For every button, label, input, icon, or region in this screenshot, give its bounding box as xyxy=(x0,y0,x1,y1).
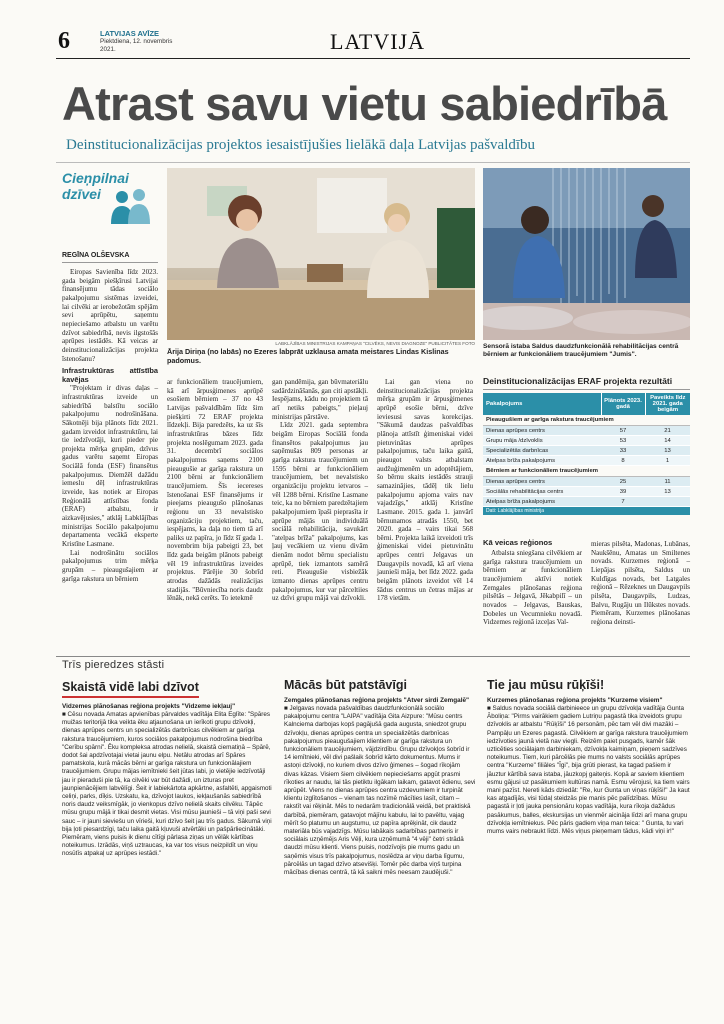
column-2 xyxy=(167,378,263,603)
col4-paragraph-1: Lai gan viena no deinstitucionalizācijas projekta mērķa grupām ir ārpusģimenes aprūpē esošie bērni, dzīve ieviesusi savas korekcijas. "Sākumā daudzas pašvaldības plānoja attīstīt ģimeniskai videi pietuvinātas aprūpes pakalpojumus, taču laika gaitā, pieaugot valsts atbalstam audžuģimenēm un adoptētājiem, šo bērnu skaits iestādēs strauji samazinājies, tādēļ tik lielu pakalpojumu apjoma vairs nav vajadzīgs," atklāj Kristīne Lasmane. 2015. gada 1. janvārī bērnunamos atradās 1550, bet 2020. gada – vairs tikai 568 bērni. Projekta laikā izveidoti trīs ģimeniskai videi pietuvinātu aprūpes centri Jelgavas un Daugavpils novadā, kā arī viena jaunieši māja, bet līdz 2022. gada beigām plānots izveidot vēl 14 šādus centrus un četras mājas ar 178 vietām. xyxy=(377,378,473,603)
rubric xyxy=(62,170,158,232)
page-number: 6 xyxy=(58,28,70,54)
table-cell-done: 11 xyxy=(645,477,690,487)
column-3 xyxy=(272,378,368,603)
story1-project: Vidzemes plānošanas reģiona projekts "Vidzeme iekļauj" xyxy=(62,703,236,710)
photo-workshop xyxy=(167,168,475,340)
stories-rule xyxy=(56,656,690,657)
section-title: LATVIJĀ xyxy=(330,29,425,54)
author: REGĪNA OLŠEVSKA xyxy=(62,252,130,259)
story2-title: Mācās būt patstāvīgi xyxy=(284,678,407,692)
table-row xyxy=(483,477,690,487)
deck: Deinstitucionalizācijas projektos iesaistījušies lielākā daļa Latvijas pašvaldību xyxy=(66,137,536,153)
story2-project: Zemgales plānošanas reģiona projekts "Atver sirdi Zemgalē" xyxy=(284,697,470,704)
table-cell-service: Dienas aprūpes centrs xyxy=(483,477,601,487)
rubric-line-1: Cieņpilnai xyxy=(62,170,129,186)
table-body xyxy=(483,415,690,507)
regions-left-text: Atbalsta sniegšana cilvēkiem ar garīga rakstura traucējumiem un bērniem ar funkcionāliem traucējumiem aktīvi notiek Zemgales plānošanas reģiona pilsētās – Jelgavā, Jēkabpilī – un novados – Jelgavas, Bauskas, Dobeles un Vecumnieku novadā. Vidzemes reģionā izceļas Val- xyxy=(483,549,582,627)
sensory-room-illustration xyxy=(483,168,690,340)
table-cell-done: 13 xyxy=(645,487,690,497)
table-row xyxy=(483,456,690,466)
story-2 xyxy=(284,678,476,877)
paper-name: LATVIJAS AVĪZE xyxy=(100,29,160,38)
story2-body xyxy=(284,705,476,877)
regions-right-text: mieras pilsēta, Madonas, Lubānas, Naukšēnu, Amatas un Smiltenes novads. Kurzemes reģionā – Liepājas pilsēta, Saldus un Kuldīgas novads, bet Latgales reģionā – Rēzeknes un Daugavpils pilsēta, Daugavpils, Ludzas, Balvu, Rugāju un Ilūkstes novads. Piemēram, Kurzemes plānošanas reģiona deinsti- xyxy=(591,540,690,626)
column-4 xyxy=(377,378,473,603)
story-3 xyxy=(487,678,690,836)
th-service: Pakalpojums xyxy=(483,393,601,415)
table-cell-done: 21 xyxy=(645,426,690,436)
table-cell-planned: 7 xyxy=(601,497,645,507)
stories-label: Trīs pieredzes stāsti xyxy=(62,659,165,671)
regions-col-right xyxy=(591,540,690,627)
subhead-regions: Kā veicas reģionos xyxy=(483,538,553,547)
table-title: Deinstitucionalizācijas ERAF projekta rezultāti xyxy=(483,376,690,390)
table-cell-planned: 57 xyxy=(601,426,645,436)
table-cell-service: Specializētās darbnīcas xyxy=(483,446,601,456)
col3-paragraph-1: gan pandēmija, gan būvmateriālu sadārdzināšanās, gan citi apstākļi. Iespējams, kādu no projektiem tā arī netiks pabeigts," pieļauj ministrijas pārstāve. xyxy=(272,378,368,421)
story2-text: ■ Jelgavas novada pašvaldības daudzfunkcionālā sociālo pakalpojumu centra "LAIPA" vadītāja Gita Aizpure: "Mūsu centrs Kalnciema darbojas kopš pagājušā gada augusta, sniedzot grupu dzīvokļu, dienas aprūpes centra un specializētās darbnīcas pakalpojumus pieaugušajiem klientiem ar garīga rakstura un funkcionāliem traucējumiem, vājdzirdību. Grupu dzīvokļos šobrīd ir 14 iemītnieki, vēl divi pašlaik šobrīd kārto dokumentus. Mums ir astoņi dzīvokļi, no kuriem divos dzīvo ģimenes – šogad rīkojām divas kāzas. Visiem šiem cilvēkiem nepieciešams apgūt prasmi rīkoties ar naudu, lai tās pietiktu ilgākam laikam, gatavot ēdienu, sevi aprūpēt. Viens no dienas aprūpes centra uzdevumiem ir turpināt klientu izglītošanos – vienam tas nozīmē mācīties lasīt, citam – rakstīt vai rēķināt. Mēs to nedarām tradicionālā veidā, bet praktiskā darbībā, piemēram, gatavojot mājīnu kabulu, lai to pavēltu, vajag mērīt šo platumu un augstumu, uz papīra aprēķināt, cik daudz materiāla būs vajadzīgs. Mūsu labākais sadarbības partneris ir sociālais uzņēmējs Aris Vēļi, kura uzņēmumā "4 vēji" četri strādā daudzi mūsu klienti. Viens puisis, nodzīvojis pie mums gadu un saņēmis visus trīs pakalpojumus, noslēdza ar viņu darba līgumu, pārcēlās un tagad dzīvo atsevišķi. Tomēr pēc darba viņš turpina mācības dienas centrā, tā kā saikni mēs neesam zaudējuši." xyxy=(284,705,476,877)
year: 2021. xyxy=(100,46,116,53)
table-row xyxy=(483,426,690,436)
story3-title: Tie jau mūsu rūķīši! xyxy=(487,678,605,692)
col3-paragraph-2: Līdz 2021. gada septembra beigām Eiropas Sociālā fonda finansētos pakalpojumus jau saņēmušas 809 personas ar garīga rakstura traucējumiem un 1595 bērni ar funkcionāliem traucējumiem, bet nevalstisko organizāciju projektu ietvaros – vēl 1288 bērni. Kristīne Lasmane teic, ka no bērniem paredzētajiem pakalpojumiem īpaši pieprasīta ir aprūpe mājās un individuālā sociālā rehabilitācija, savukārt "atelpas brīža" pakalpojums, kas ļauj vecākiem uz vienu divām dienām nodot bērnu specialistu aprūpē, tiek izmantots samērā reti. Pieaugušie visbiežāk izmanto dienas aprūpes centru pakalpojumus, kur var pārceltiies uz dzīvi grupu mājā vai dzīvokli. xyxy=(272,421,368,603)
column-1 xyxy=(62,268,158,583)
headline: Atrast savu vietu sabiedrībā xyxy=(62,77,667,130)
headline-rule xyxy=(56,162,690,163)
table-cell-service: Dienas aprūpes centrs xyxy=(483,426,601,436)
story1-body xyxy=(62,711,272,859)
table-cell-service: Grupu māja /dzīvoklis xyxy=(483,436,601,446)
table-cell-service: Atelpas brīža pakalpojums xyxy=(483,456,601,466)
table-row xyxy=(483,446,690,456)
table-cell-service: Sociālās rehabilitācijas centrs xyxy=(483,487,601,497)
table-header-row xyxy=(483,393,690,415)
col1-paragraph-1: "Projektam ir divas daļas – infrastruktūras izveide un sabiedrībā balstītu sociālo pakalpojumu nodrošināšana. Sākotnēji bija plānots līdz 2021. gadam izveidot infrastruktūru, lai tie iedzīvotāji, kuri pieder pie projekta mērķa grupām, dzīvus gadus varētu saņemt Eiropas Sociālā fonda (ESF) finansētus pakalpojumus. Diemžēl dažādu iemeslu dēļ infrastruktūras izveide, kas notiek ar Eiropas Reģionālā attīstības fonda (ERAF) atbalstu, ir aizkavējusies," atklāj Labklājības ministrijas Sociālo pakalpojumu departamenta vecākā eksperte Kristīne Lasmane. xyxy=(62,384,158,549)
table-section-label: Bērniem ar funkcionāliem traucējumiem xyxy=(483,466,690,477)
workshop-illustration xyxy=(167,168,475,340)
photo1-credit: LABKLĀJĪBAS MINISTRIJAS KAMPAŅAS "CILVĒKS, NEVIS DIAGNOZE" PUBLICITĀTES FOTO xyxy=(275,341,475,346)
col2-paragraph-1: ar funkcionāliem traucējumiem, kā arī ārpusģimenes aprūpē esošiem bērniem – 37 no 43 Latvijas pašvaldībām līdz šim piešķirti 72 ERAF projekta līdzekļi. Bija paredzēts, ka uz šīs infrastruktūras bāzes līdz projekta noslēgumam 2023. gada 31. decembrī sociālos pakalpojumus saņems 2100 pieaugušie ar garīga rakstura un 2100 bērni ar funkcionāliem traucējumiem. Šīs iecereses īstenošanai ESF finansējums ir pieejams pieaugušo plānošanas reģionu un 33 nevalstisko organizāciju projektiem, taču, iespējams, ka daļa no tiem tā arī paliks uz papīra, jo līdz šī gada 1. novembrim bija pabeigti 23, bet līdz gada beigām plānots pabeigt vēl 19 infrastruktūras izveides projektus. Pārējie 30 šobrīd atrodas dažādās realizācijas stadijās. "Būvniecība noris daudz lēnāk, nekā cerēts. To ietekmē xyxy=(167,378,263,603)
table-cell-done: 14 xyxy=(645,436,690,446)
col1-paragraph-2: Lai nodrošinātu sociālos pakalpojumus trim mērķa grupām – pieaugušajiem ar garīga rakstura un bērniem xyxy=(62,548,158,583)
th-done: Paveikts līdz 2021. gada beigām xyxy=(650,395,686,413)
table-row xyxy=(483,497,690,507)
story1-title: Skaistā vidē labi dzīvot xyxy=(62,680,199,698)
table-cell-done xyxy=(645,497,690,507)
photo1-caption: Ārija Diriņa (no labās) no Ezeres labprāt uzklausa amata meistares Lindas Kislinas padomus. xyxy=(167,347,449,365)
table-section-row xyxy=(483,466,690,477)
story-1 xyxy=(62,678,272,859)
story3-text: ■ Saldus novada sociālā darbinieece un grupu dzīvokļa vadītāja Gunta Āboliņa: "Pirms vairākiem gadiem Lutriņu pagastā tika izveidots grupu dzīvoklis ar atbalstu "Rūķīši" 16 personām, pēc tam vēl divi mazāki – Pampāļu un Ezeres pagastā. Cilvēkiem ar garīga rakstura traucējumiem iedzīvoties jaunā vietā nav viegli. Reizēm paiet pusgads, kamēr šāk uzticēties sociālajam darbiniekam, dzīvokļa kaimiņam, pieņem sadzīves noteikumus. Tiem, kuri pārcēlās pie mums no valsts sociālās aprūpes centra "Kurzeme" filiāles "Īgi", bija grūti pierast, ka tagad pašiem ir jāuztur kārtībā sava istaba, jāuzkopj gaiteņis. Kopā ar saviem klientiem esmu gājusi uz pasākumiem kultūras namā. Esmu vērojusi, ka tiem vairs mani pazīst. Nereti kāds dziedāt: "Re, kur Gunta un viņas rūķīši!" Ja kaut kas atgadījās, visi tūdaļ steidzās pie manis pēc palīdzības. Mūsu pagastā ir ļoti jauka pensionāru kopas vadītāja, kura rīkoja dažādus pasākumus, balles, ekskursijas un vienmēr aicināja līdzi arī mana grupu dzīvokļa iemītniekus. Pēc pāris gadiem viņa man teica: " Gunta, tu vari mums vairs nebraukt līdzi. Mēs viņus pieņemam tādus, kādi viņi ir!" xyxy=(487,705,690,836)
table-cell-service: Atelpas brīža pakalpojums xyxy=(483,497,601,507)
photo-sensory-room xyxy=(483,168,690,340)
table-source: Dati: Labklājības ministrija xyxy=(483,507,690,515)
table-cell-done: 1 xyxy=(645,456,690,466)
table-cell-planned: 39 xyxy=(601,487,645,497)
table-cell-planned: 8 xyxy=(601,456,645,466)
header-rule xyxy=(56,58,690,59)
table-cell-planned: 33 xyxy=(601,446,645,456)
table-section-row xyxy=(483,415,690,426)
story3-body xyxy=(487,705,690,836)
table-row xyxy=(483,436,690,446)
results-box xyxy=(483,376,690,515)
people-icon xyxy=(108,186,152,226)
date-line: Piektdiena, 12. novembris xyxy=(100,38,173,45)
table-cell-planned: 53 xyxy=(601,436,645,446)
rubric-line-2: dzīvei xyxy=(62,186,101,202)
story3-project: Kurzemes plānošanas reģiona projekts "Kurzeme visiem" xyxy=(487,697,663,704)
photo2-caption: Sensorā istaba Saldus daudzfunkcionālā rehabilitācijas centrā bērniem ar funkcionāliem traucējumiem "Jumis". xyxy=(483,343,679,359)
table-cell-done: 13 xyxy=(645,446,690,456)
table-cell-planned: 25 xyxy=(601,477,645,487)
results-table xyxy=(483,393,690,507)
th-planned: Plānots 2023. gadā xyxy=(601,393,645,415)
table-section-label: Pieaugušiem ar garīga rakstura traucējumiem xyxy=(483,415,690,426)
author-rule xyxy=(62,262,158,263)
lead-paragraph: Eiropas Savienība līdz 2023. gada beigām piešķīrusi Latvijai finansējumu tādas sociālo pakalpojumu sistēmas izveidei, lai cilvēki ar ierobežotām spējām sevi aprūpētu, saņemtu nepieciešamo atbalstu un varētu dzīvot sabiedrībā, nevis ilgstošās aprūpes iestādēs. Kā veicas ar deinstitucionalizācijas projekta īstenošanu? xyxy=(62,268,158,363)
story1-text: ■ Cēsu novada Amatas apvienības pārvaldes vadītāja Elita Eglīte: "Spāres muižas teritorijā tika veikta ēku atjaunošana un ierīkoti grupu dzīvokļi, dienas aprūpes centrs un specializētās darbnīcas cilvēkiem ar garīga rakstura traucējumiem, kuros sociālos pakalpojumus nodrošina biedrība "Cerību spārni". Ēku kompleksa atrodas nelielā, skaistā ciematiņā – Spārē, dodot šai apdzīvotajai vietai jaunu elpu. Netālu atrodas arī Spāres pamatskola, kurā mācās bērni ar garīga rakstura un funkcionālajiem traucējumiem. Grupu mājas iemītnieki šeit jūtas labi, jo vietējie iedzīvotāji jau ir pieraduši pie tā, ka cilvēki var būt dažādi, un izturas pret jaunpienācējiem labvēlīgi. Šeit ir labiekārtota apkārtne, asfaltēti, apgaismoti celiņi, parks, dīķis. Uzskatu, ka, dzīvojot laukos, iekļaušanās sabiedrībā noris daudz veiksmīgāk, jo vienkopus dzīvo nelielā skaits cilvēku. Tāpēc mūsu grupu mājā ir tikai desmit vietas. Visi mūsu jaunieši – tā viņi paši sevi sauc – ir jauni sieviešu un vīrieši, kuri dzīvo šeit jau trīs gadus. Sākumā viņi bija ļoti piesardzīgi, taču laika gaitā kļuvuši atvērtāki un pašpārliecinātāki. Piemēram, viens puisis ik dienu cītīgi pārlasa ziņas un vēlāk kārtības noteikumus. Izrādās, viņš uztraucas, ka var tos visus neizpildīt un viņu nosūtīs atpakaļ uz aprūpes iestādi." xyxy=(62,711,272,858)
table-row xyxy=(483,487,690,497)
subhead-infrastructure: Infrastruktūras attīstība kavējas xyxy=(62,366,158,385)
regions-col-left xyxy=(483,549,582,627)
